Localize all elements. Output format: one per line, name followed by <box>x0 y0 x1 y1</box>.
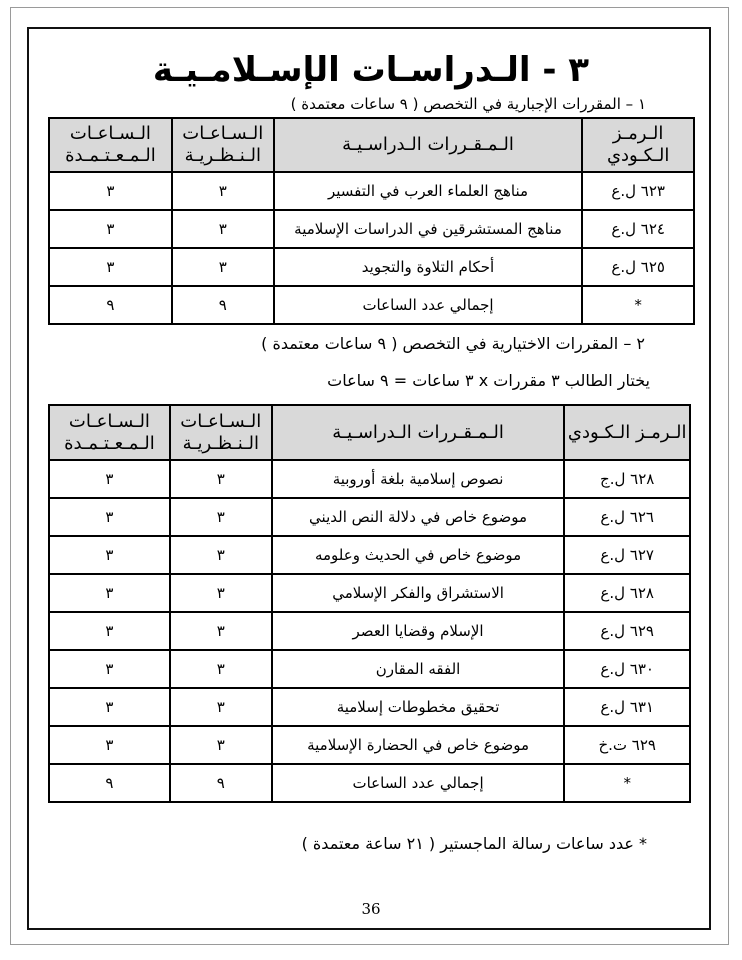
header-credit-hours: الـسـاعـات الـمـعـتـمـدة <box>49 118 172 172</box>
header-code: الـرمـز الـكـودي <box>564 405 690 460</box>
credit-hours: ٣ <box>49 210 172 248</box>
course-code: ٦٣١ ل.ع <box>564 688 690 726</box>
course-name: الاستشراق والفكر الإسلامي <box>272 574 565 612</box>
table-row <box>49 688 690 726</box>
section1-heading: ١ – المقررات الإجبارية في التخصص ( ٩ ساعات معتمدة ) <box>290 95 646 113</box>
course-code: ٦٢٩ ت.خ <box>564 726 690 764</box>
table-row <box>49 650 690 688</box>
course-code: ٦٢٦ ل.ع <box>564 498 690 536</box>
required-courses-table <box>48 117 695 325</box>
table-row <box>49 574 690 612</box>
table-total-row <box>49 286 694 324</box>
credit-hours: ٣ <box>49 498 170 536</box>
course-name: تحقيق مخطوطات إسلامية <box>272 688 565 726</box>
total-credit-hours: ٩ <box>49 286 172 324</box>
course-code: ٦٢٥ ل.ع <box>582 248 694 286</box>
course-code: ٦٢٩ ل.ع <box>564 612 690 650</box>
page-number: 36 <box>361 900 381 918</box>
page-title: ٣ - الـدراسـات الإسـلامـيـة <box>152 50 590 90</box>
total-credit-hours: ٩ <box>49 764 170 802</box>
theory-hours: ٣ <box>172 210 274 248</box>
course-name: الفقه المقارن <box>272 650 565 688</box>
header-theory-hours: الـسـاعـات الـنـظـريـة <box>172 118 274 172</box>
course-code: ٦٢٣ ل.ع <box>582 172 694 210</box>
credit-hours: ٣ <box>49 688 170 726</box>
total-theory-hours: ٩ <box>172 286 274 324</box>
elective-courses-table <box>48 404 691 803</box>
course-code: ٦٢٤ ل.ع <box>582 210 694 248</box>
total-label: إجمالي عدد الساعات <box>274 286 583 324</box>
section2-subheading: يختار الطالب ٣ مقررات x ٣ ساعات = ٩ ساعات <box>327 371 650 390</box>
course-name: مناهج العلماء العرب في التفسير <box>274 172 583 210</box>
table-row <box>49 612 690 650</box>
credit-hours: ٣ <box>49 172 172 210</box>
theory-hours: ٣ <box>172 248 274 286</box>
theory-hours: ٣ <box>170 536 272 574</box>
theory-hours: ٣ <box>172 172 274 210</box>
course-name: الإسلام وقضايا العصر <box>272 612 565 650</box>
total-label: إجمالي عدد الساعات <box>272 764 565 802</box>
course-code: ٦٢٨ ل.ع <box>564 574 690 612</box>
header-credit-hours: الـسـاعـات الـمـعـتـمـدة <box>49 405 170 460</box>
total-marker: * <box>564 764 690 802</box>
total-theory-hours: ٩ <box>170 764 272 802</box>
header-course: الـمـقـررات الـدراسـيـة <box>274 118 583 172</box>
course-name: موضوع خاص في الحضارة الإسلامية <box>272 726 565 764</box>
course-code: ٦٣٠ ل.ع <box>564 650 690 688</box>
table-header-row <box>49 118 694 172</box>
course-name: مناهج المستشرقين في الدراسات الإسلامية <box>274 210 583 248</box>
table-row <box>49 460 690 498</box>
theory-hours: ٣ <box>170 726 272 764</box>
credit-hours: ٣ <box>49 650 170 688</box>
table-row <box>49 536 690 574</box>
header-course: الـمـقـررات الـدراسـيـة <box>272 405 565 460</box>
course-name: أحكام التلاوة والتجويد <box>274 248 583 286</box>
header-theory-hours: الـسـاعـات الـنـظـريـة <box>170 405 272 460</box>
table-header-row <box>49 405 690 460</box>
table-row <box>49 726 690 764</box>
credit-hours: ٣ <box>49 248 172 286</box>
credit-hours: ٣ <box>49 460 170 498</box>
theory-hours: ٣ <box>170 574 272 612</box>
course-code: ٦٢٧ ل.ع <box>564 536 690 574</box>
credit-hours: ٣ <box>49 726 170 764</box>
theory-hours: ٣ <box>170 498 272 536</box>
table-row <box>49 498 690 536</box>
header-code: الـرمـز الـكـودي <box>582 118 694 172</box>
table-row <box>49 210 694 248</box>
thesis-hours-note: * عدد ساعات رسالة الماجستير ( ٢١ ساعة معتمدة ) <box>301 834 647 853</box>
theory-hours: ٣ <box>170 688 272 726</box>
course-name: نصوص إسلامية بلغة أوروبية <box>272 460 565 498</box>
table-total-row <box>49 764 690 802</box>
course-name: موضوع خاص في الحديث وعلومه <box>272 536 565 574</box>
course-code: ٦٢٨ ل.ج <box>564 460 690 498</box>
credit-hours: ٣ <box>49 574 170 612</box>
section2-heading: ٢ – المقررات الاختيارية في التخصص ( ٩ ساعات معتمدة ) <box>261 334 645 353</box>
theory-hours: ٣ <box>170 612 272 650</box>
theory-hours: ٣ <box>170 460 272 498</box>
table-row <box>49 248 694 286</box>
theory-hours: ٣ <box>170 650 272 688</box>
table-row <box>49 172 694 210</box>
credit-hours: ٣ <box>49 612 170 650</box>
credit-hours: ٣ <box>49 536 170 574</box>
total-marker: * <box>582 286 694 324</box>
course-name: موضوع خاص في دلالة النص الديني <box>272 498 565 536</box>
